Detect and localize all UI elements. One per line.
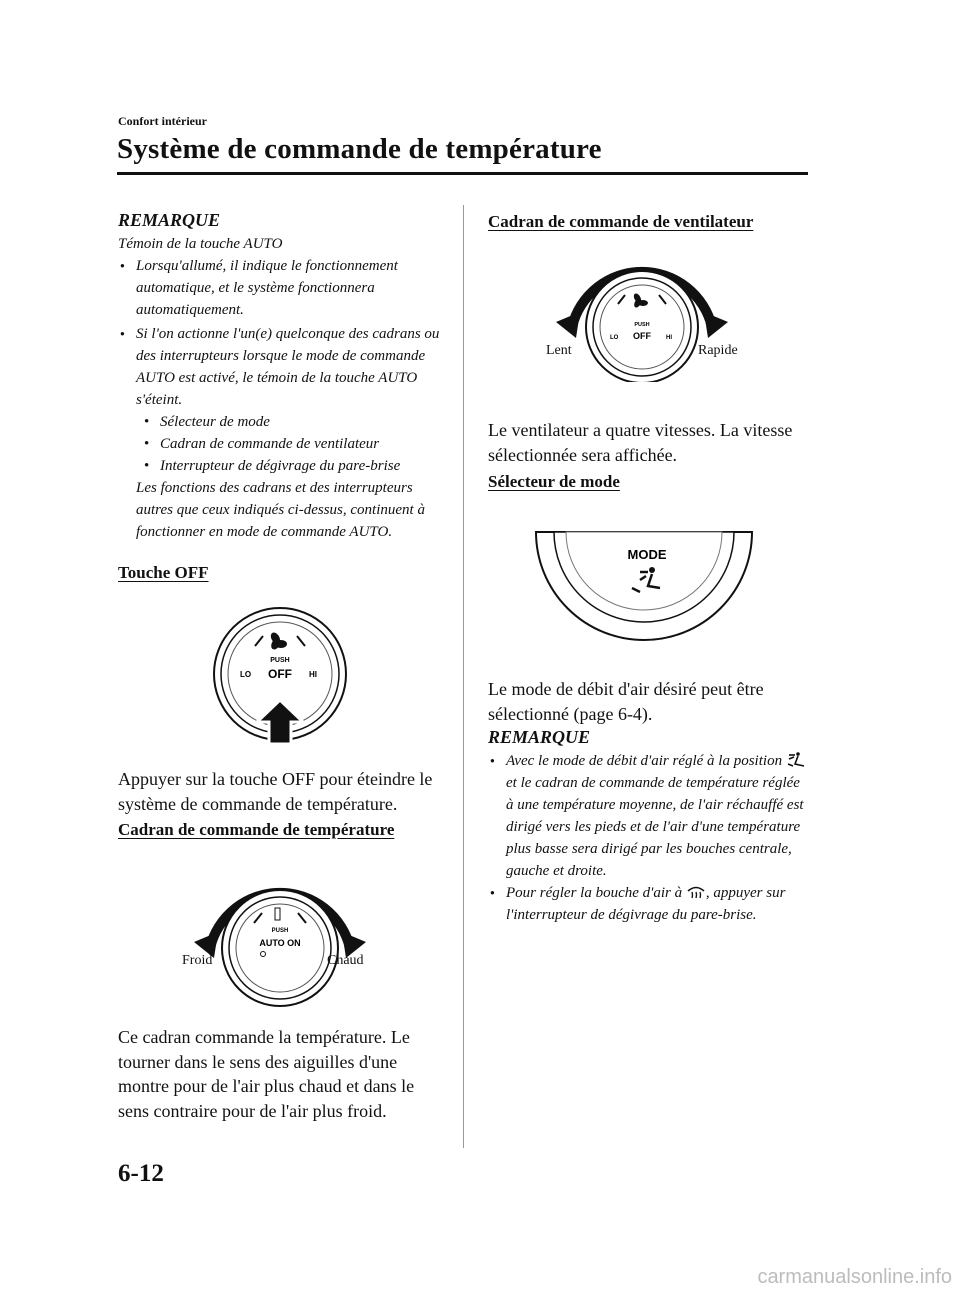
list-item [488, 750, 808, 882]
remarque2-bullets [488, 750, 808, 926]
mode-heading: Sélecteur de mode [488, 472, 620, 491]
arrow-left-icon [556, 312, 580, 338]
remarque2-block [488, 727, 808, 926]
knob-push-label: PUSH [270, 657, 290, 664]
temp-right-label: Chaud [327, 953, 364, 968]
remarque-intro: Témoin de la touche AUTO [118, 236, 283, 252]
remarque-bullets [118, 255, 448, 411]
remarque-block [118, 210, 448, 543]
knob-push-label: PUSH [271, 928, 289, 934]
temp-heading: Cadran de commande de température [118, 820, 395, 839]
knob-push-label: PUSH [634, 322, 650, 328]
temp-text: Ce cadran commande la température. Le tourner dans le sens des aiguilles d'une montre pour de l'air plus chaud et dans le sens contraire pour de l'air plus froid. [118, 1027, 415, 1121]
list-item: ● Si l'on actionne l'un(e) quelconque des cadrans ou des interrupteurs lorsque le mode de commande AUTO est activé, le témoin de la touche AUTO s'éteint. [118, 323, 448, 411]
section-label: Confort intérieur [118, 114, 207, 128]
bullet1-post: et le cadran de commande de température réglée à une température moyenne, de l'air réchauffé est dirigé vers les pieds et de l'air d'une température plus basse sera dirigé par les bouches centrale, gauche et droite. [506, 775, 804, 879]
remarque-closing: Les fonctions des cadrans et des interrupteurs autres que ceux indiqués ci-dessus, continuent à fonctionner en mode de commande AUTO. [136, 480, 425, 540]
remarque2-heading: REMARQUE [488, 727, 591, 747]
list-item [488, 882, 808, 926]
knob-off-label: OFF [268, 667, 292, 681]
fan-text: Le ventilateur a quatre vitesses. La vitesse sélectionnée sera affichée. [488, 420, 793, 465]
knob-auto-on-label: AUTO ON [259, 938, 301, 948]
title-rule [117, 172, 808, 175]
fan-dial-figure [542, 252, 742, 382]
off-knob-figure [205, 604, 355, 754]
temp-left-label: Froid [182, 953, 213, 968]
floor-vent-mode-icon [786, 752, 808, 768]
fan-heading: Cadran de commande de ventilateur [488, 212, 754, 231]
list-item: • Sélecteur de mode [118, 411, 448, 433]
list-item: • Interrupteur de dégivrage du pare-brise [118, 455, 448, 477]
off-text: Appuyer sur la touche OFF pour éteindre le système de commande de température. [118, 769, 433, 814]
knob-lo-label: LO [610, 335, 619, 341]
watermark: carmanualsonline.info [757, 1266, 952, 1288]
list-item: ● Lorsqu'allumé, il indique le fonctionnement automatique, et le système fonctionnera automatiquement. [118, 255, 448, 321]
bullet2-post: , appuyer sur l'interrupteur de dégivrage du pare-brise. [506, 885, 786, 923]
mode-label: MODE [627, 547, 667, 562]
page-number: 6-12 [118, 1160, 164, 1187]
bullet1-pre: Avec le mode de débit d'air réglé à la position [506, 753, 783, 769]
remarque-subbullets [118, 411, 448, 477]
mode-selector-figure [532, 528, 756, 658]
temp-dial-figure [180, 868, 380, 1008]
page-title: Système de commande de température [117, 133, 602, 165]
defrost-icon [686, 884, 706, 900]
knob-hi-label: HI [309, 670, 317, 679]
mode-text: Le mode de débit d'air désiré peut être sélectionné (page 6-4). [488, 679, 764, 724]
arrow-right-icon [704, 312, 728, 338]
knob-hi-label: HI [666, 335, 672, 341]
remarque-heading: REMARQUE [118, 210, 221, 230]
list-item: • Cadran de commande de ventilateur [118, 433, 448, 455]
knob-off-label: OFF [633, 331, 651, 341]
bullet2-pre: Pour régler la bouche d'air à [506, 885, 683, 901]
knob-lo-label: LO [240, 670, 252, 679]
fan-right-label: Rapide [698, 343, 738, 358]
fan-left-label: Lent [546, 343, 572, 358]
column-divider [463, 205, 464, 1148]
off-heading: Touche OFF [118, 563, 209, 582]
